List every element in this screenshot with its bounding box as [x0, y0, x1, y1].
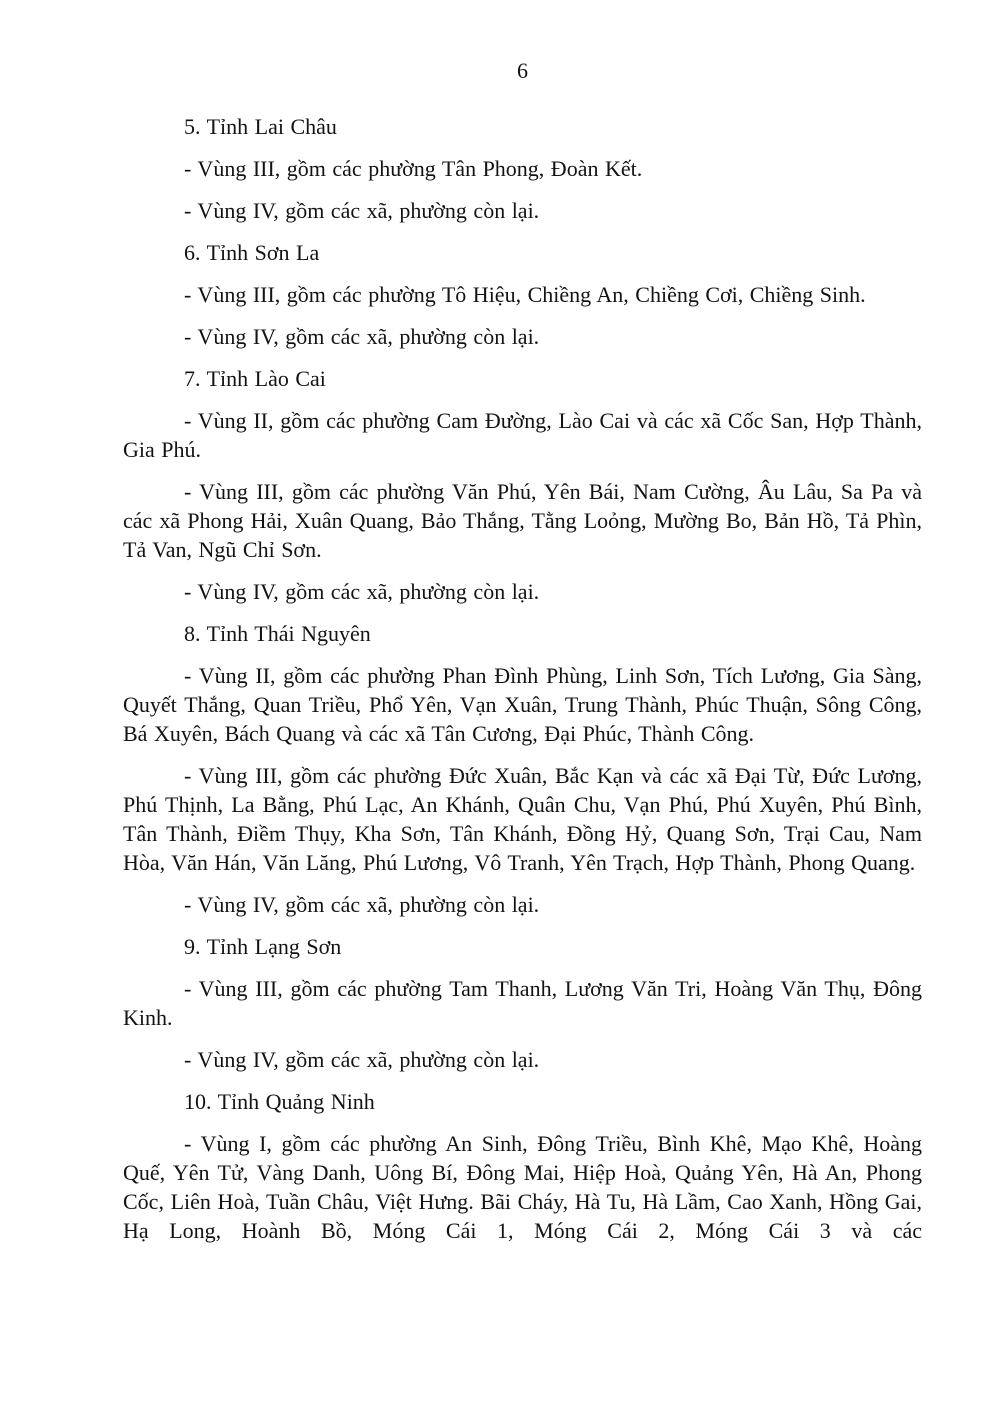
- region-item: - Vùng IV, gồm các xã, phường còn lại.: [184, 892, 540, 917]
- region-item: - Vùng IV, gồm các xã, phường còn lại.: [184, 324, 540, 349]
- section-heading: 10. Tỉnh Quảng Ninh: [184, 1089, 375, 1114]
- region-item: - Vùng III, gồm các phường Tân Phong, Đoàn Kết.: [184, 156, 643, 181]
- region-item: - Vùng IV, gồm các xã, phường còn lại.: [184, 1047, 540, 1072]
- region-item: - Vùng II, gồm các phường Phan Đình Phùng, Linh Sơn, Tích Lương, Gia Sàng, Quyết Thắng, Quan Triều, Phổ Yên, Vạn Xuân, Trung Thành, Phúc Thuận, Sông Công, Bá Xuyên, Bách Quang và các xã Tân Cương, Đại Phúc, Thành Công.: [123, 663, 922, 746]
- section-heading: 6. Tỉnh Sơn La: [184, 240, 320, 265]
- page-number: 6: [517, 58, 528, 83]
- region-item: - Vùng III, gồm các phường Đức Xuân, Bắc Kạn và các xã Đại Từ, Đức Lương, Phú Thịnh, La Bằng, Phú Lạc, An Khánh, Quân Chu, Vạn Phú, Phú Xuyên, Phú Bình, Tân Thành, Điềm Thụy, Kha Sơn, Tân Khánh, Đồng Hỷ, Quang Sơn, Trại Cau, Nam Hòa, Văn Hán, Văn Lăng, Phú Lương, Vô Tranh, Yên Trạch, Hợp Thành, Phong Quang.: [123, 763, 922, 875]
- region-item: - Vùng IV, gồm các xã, phường còn lại.: [184, 579, 540, 604]
- section-heading: 8. Tỉnh Thái Nguyên: [184, 621, 371, 646]
- section-heading: 7. Tỉnh Lào Cai: [184, 366, 326, 391]
- region-item: - Vùng II, gồm các phường Cam Đường, Lào Cai và các xã Cốc San, Hợp Thành, Gia Phú.: [123, 408, 922, 462]
- region-item: - Vùng IV, gồm các xã, phường còn lại.: [184, 198, 540, 223]
- section-heading: 9. Tỉnh Lạng Sơn: [184, 934, 342, 959]
- region-item: - Vùng III, gồm các phường Tô Hiệu, Chiềng An, Chiềng Cơi, Chiềng Sinh.: [184, 282, 866, 307]
- document-body: [123, 112, 922, 1258]
- region-item: - Vùng III, gồm các phường Tam Thanh, Lương Văn Tri, Hoàng Văn Thụ, Đông Kinh.: [123, 976, 922, 1030]
- section-heading: 5. Tỉnh Lai Châu: [184, 114, 337, 139]
- region-item: - Vùng I, gồm các phường An Sinh, Đông Triều, Bình Khê, Mạo Khê, Hoàng Quế, Yên Tử, Vàng Danh, Uông Bí, Đông Mai, Hiệp Hoà, Quảng Yên, Hà An, Phong Cốc, Liên Hoà, Tuần Châu, Việt Hưng. Bãi Cháy, Hà Tu, Hà Lầm, Cao Xanh, Hồng Gai, Hạ Long, Hoành Bồ, Móng Cái 1, Móng Cái 2, Móng Cái 3 và các: [123, 1131, 922, 1243]
- region-item: - Vùng III, gồm các phường Văn Phú, Yên Bái, Nam Cường, Âu Lâu, Sa Pa và các xã Phong Hải, Xuân Quang, Bảo Thắng, Tằng Loỏng, Mường Bo, Bản Hồ, Tả Phìn, Tả Van, Ngũ Chỉ Sơn.: [123, 479, 922, 562]
